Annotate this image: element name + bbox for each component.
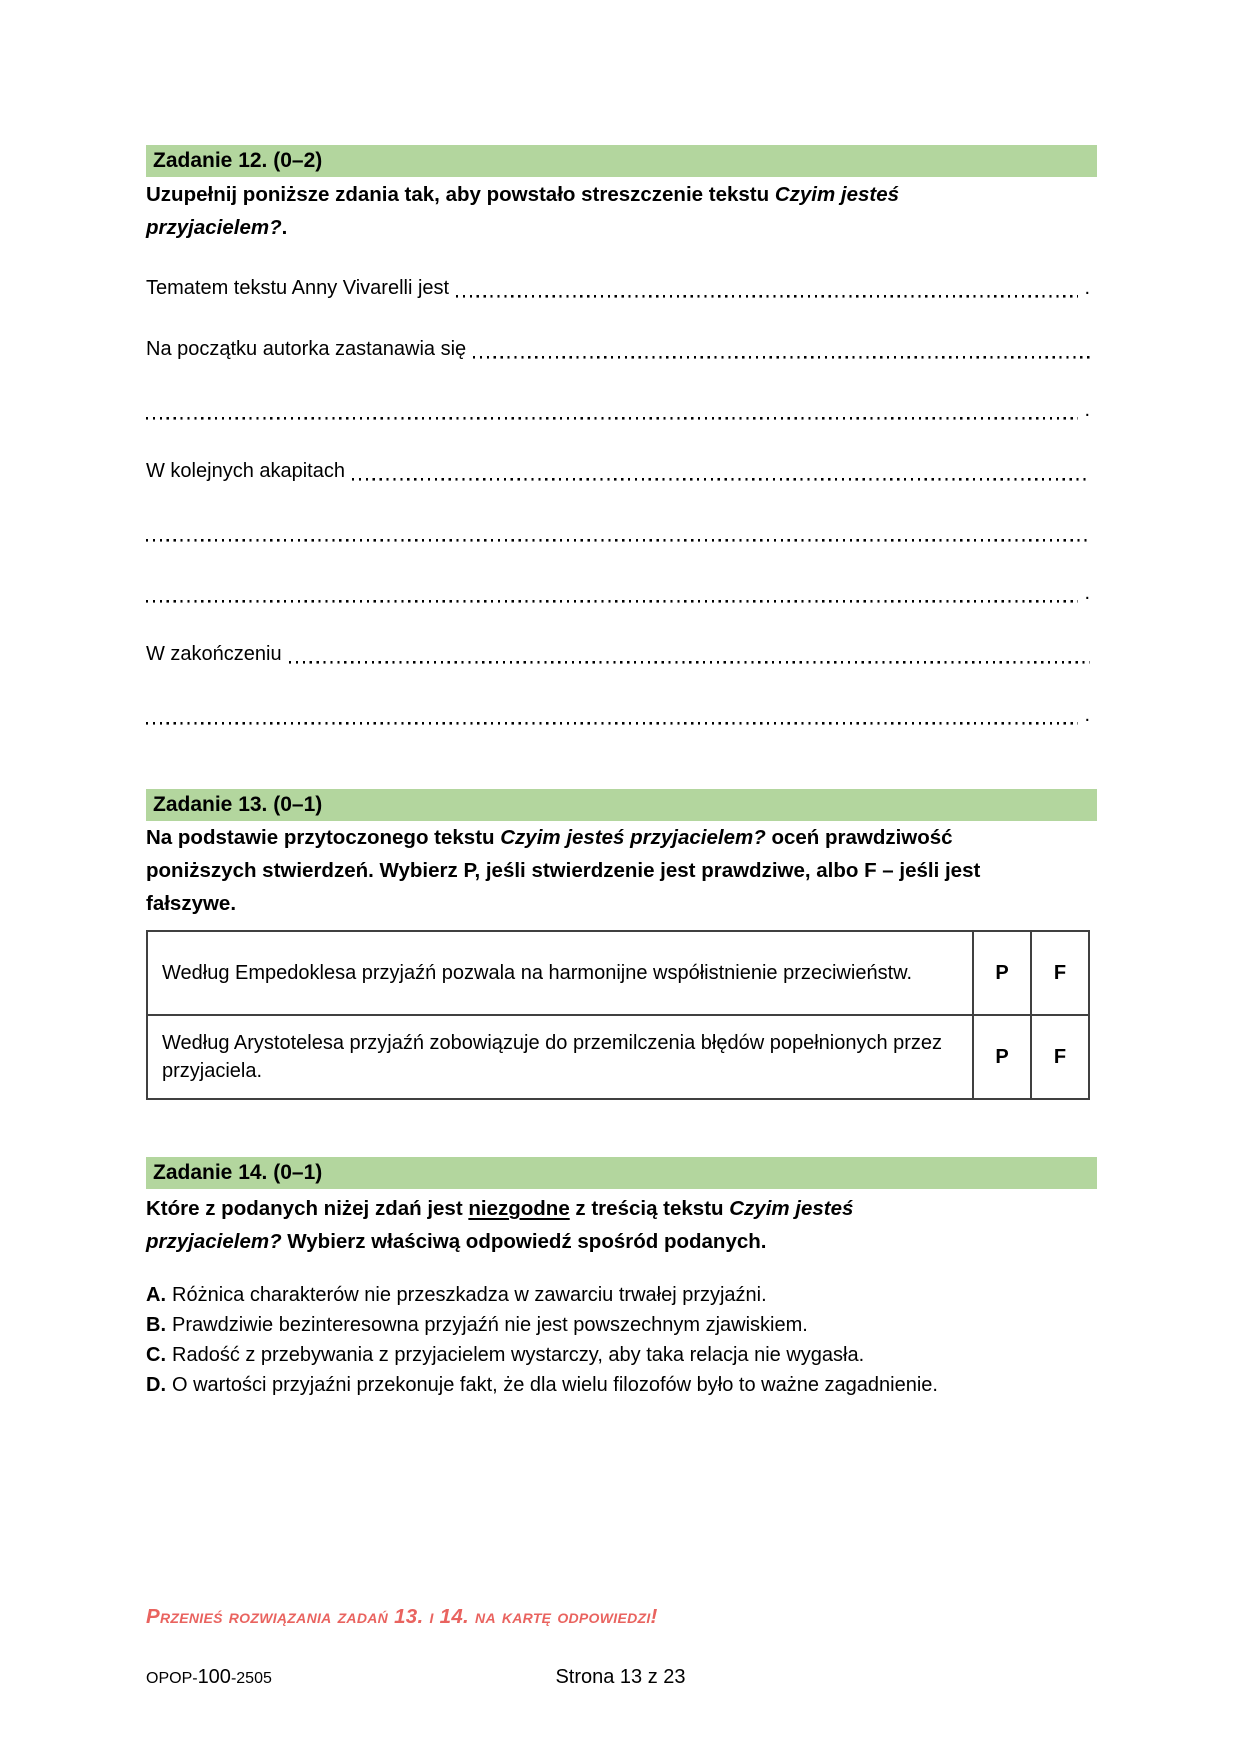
task-12-instruction xyxy=(146,178,1136,244)
option-b[interactable] xyxy=(146,1310,1146,1340)
line-suffix: . xyxy=(1084,582,1090,604)
dotted-leader xyxy=(289,641,1090,668)
answer-line-label: Na początku autorka zastanawia się xyxy=(146,338,467,360)
option-d-text: O wartości przyjaźni przekonuje fakt, że dla wielu filozofów było to ważne zagadnienie. xyxy=(172,1374,938,1396)
answer-blank-line-3[interactable] xyxy=(146,397,1090,424)
task-13-instruction xyxy=(146,821,1136,920)
option-d[interactable] xyxy=(146,1370,1146,1400)
dotted-leader xyxy=(146,580,1078,607)
task-12-title-italic-2: przyjacielem? xyxy=(146,216,282,239)
sheet-code-number: 100 xyxy=(197,1666,231,1688)
answer-blank-line-2[interactable] xyxy=(146,336,1090,363)
task-12-instruction-period: . xyxy=(281,216,288,239)
task-14-title-italic-2: przyjacielem? xyxy=(146,1230,282,1253)
line-suffix: . xyxy=(1084,277,1090,299)
answer-line-label: Tematem tekstu Anny Vivarelli jest xyxy=(146,277,450,299)
line-suffix: . xyxy=(1084,399,1090,421)
answer-blank-line-6[interactable] xyxy=(146,580,1090,607)
pf-choice-f-1[interactable]: F xyxy=(1031,931,1089,1015)
dotted-leader xyxy=(146,702,1078,729)
transfer-answers-note: Przenieś rozwiązania zadań 13. i 14. na kartę odpowiedzi! xyxy=(146,1605,658,1628)
answer-options xyxy=(146,1280,1146,1400)
dotted-leader xyxy=(146,519,1090,546)
dotted-leader xyxy=(146,397,1078,424)
option-c[interactable] xyxy=(146,1340,1146,1370)
task-14-title-italic-1: Czyim jesteś xyxy=(729,1197,854,1220)
task-14-underlined-word: niezgodne xyxy=(468,1197,570,1220)
answer-blank-line-1[interactable] xyxy=(146,275,1090,302)
option-a-text: Różnica charakterów nie przeszkadza w zawarciu trwałej przyjaźni. xyxy=(172,1284,767,1306)
task-13-instruction-text-2: oceń prawdziwość xyxy=(765,826,953,849)
dotted-leader xyxy=(473,336,1090,363)
sheet-code-prefix: OPOP- xyxy=(146,1670,198,1687)
answer-blank-line-8[interactable] xyxy=(146,702,1090,729)
task-13-instruction-text-4: fałszywe. xyxy=(146,892,237,915)
answer-line-label: W zakończeniu xyxy=(146,643,282,665)
dotted-leader xyxy=(456,275,1078,302)
table-row-2 xyxy=(147,1015,1089,1099)
answer-blank-line-7[interactable] xyxy=(146,641,1090,668)
answer-blank-line-5[interactable] xyxy=(146,519,1090,546)
option-c-letter: C. xyxy=(146,1344,166,1366)
option-a[interactable] xyxy=(146,1280,1146,1310)
option-d-letter: D. xyxy=(146,1374,166,1396)
table-row-1 xyxy=(147,931,1089,1015)
option-b-letter: B. xyxy=(146,1314,166,1336)
line-suffix: . xyxy=(1084,704,1090,726)
task-13-header: Zadanie 13. (0–1) xyxy=(146,789,1097,821)
option-c-text: Radość z przebywania z przyjacielem wystarczy, aby taka relacja nie wygasła. xyxy=(172,1344,865,1366)
pf-choice-p-2[interactable]: P xyxy=(973,1015,1031,1099)
task-13-instruction-text-1: Na podstawie przytoczonego tekstu xyxy=(146,826,501,849)
pf-choice-p-1[interactable]: P xyxy=(973,931,1031,1015)
statement-1: Według Empedoklesa przyjaźń pozwala na harmonijne współistnienie przeciwieństw. xyxy=(147,931,973,1015)
true-false-table xyxy=(146,930,1090,1100)
task-12-header: Zadanie 12. (0–2) xyxy=(146,145,1097,177)
task-14-instruction-text-1: Które z podanych niżej zdań jest xyxy=(146,1197,469,1220)
answer-line-label: W kolejnych akapitach xyxy=(146,460,345,482)
option-b-text: Prawdziwie bezinteresowna przyjaźń nie jest powszechnym zjawiskiem. xyxy=(172,1314,808,1336)
task-14-instruction-text-2: z treścią tekstu xyxy=(569,1197,730,1220)
statement-2: Według Arystotelesa przyjaźń zobowiązuje do przemilczenia błędów popełnionych przez przyjaciela. xyxy=(147,1015,973,1099)
page-number: Strona 13 z 23 xyxy=(555,1666,686,1688)
pf-choice-f-2[interactable]: F xyxy=(1031,1015,1089,1099)
task-13-title-italic: Czyim jesteś przyjacielem? xyxy=(500,826,766,849)
task-12-instruction-text: Uzupełnij poniższe zdania tak, aby powstało streszczenie tekstu xyxy=(146,183,775,206)
sheet-code-suffix: -2505 xyxy=(230,1670,272,1687)
option-a-letter: A. xyxy=(146,1284,166,1306)
answer-blank-line-4[interactable] xyxy=(146,458,1090,485)
dotted-leader xyxy=(352,458,1090,485)
task-14-instruction-text-3: Wybierz właściwą odpowiedź spośród podanych. xyxy=(281,1230,767,1253)
task-14-instruction xyxy=(146,1192,1136,1258)
task-13-instruction-text-3: poniższych stwierdzeń. Wybierz P, jeśli stwierdzenie jest prawdziwe, albo F – jeśli jest xyxy=(146,859,981,882)
task-12-title-italic-1: Czyim jesteś xyxy=(774,183,900,206)
task-14-header: Zadanie 14. (0–1) xyxy=(146,1157,1097,1189)
